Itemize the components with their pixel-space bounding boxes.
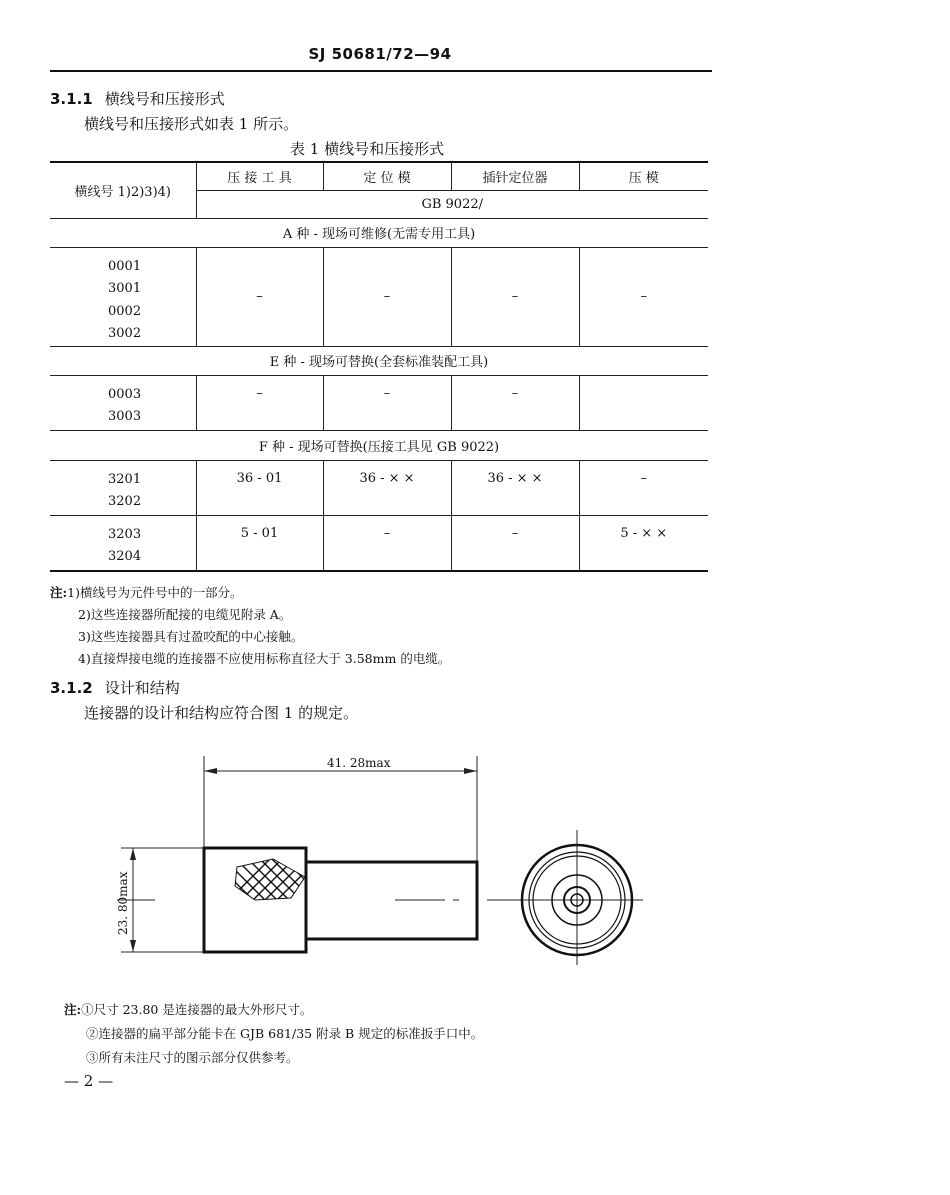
code-item: 3202 [108,494,142,509]
group-title-a: A 种 - 现场可维修(无需专用工具) [50,218,708,247]
arrow-head [130,940,136,952]
note-item: ②连接器的扁平部分能卡在 GJB 681/35 附录 B 规定的标准扳手口中。 [86,1026,484,1041]
code-item: 3204 [108,549,142,564]
code-item: 3201 [108,471,142,487]
connector-sleeve [306,862,477,939]
note-item: 2)这些连接器所配接的电缆见附录 A。 [78,607,292,622]
arrow-head [130,848,136,860]
table-cell: 5 - × × [579,515,708,571]
note-item: 4)直接焊接电缆的连接器不应使用标称直径大于 3.58mm 的电缆。 [78,651,451,666]
code-item: 3003 [108,409,142,424]
code-item: 0001 [108,258,142,274]
group-title-f: F 种 - 现场可替换(压接工具见 GB 9022) [50,430,708,460]
note-item: 3)这些连接器具有过盈咬配的中心接触。 [78,629,304,644]
section-3-1-1-intro: 横线号和压接形式如表 1 所示。 [84,115,299,133]
section-title: 横线号和压接形式 [104,90,225,108]
col-header-die: 压 模 [579,162,708,190]
table-notes [50,583,450,671]
section-title: 设计和结构 [104,679,180,697]
note-item: ③所有未注尺寸的图示部分仅供参考。 [86,1050,299,1065]
section-3-1-2-heading [50,677,180,698]
codes-cell [50,247,196,346]
table-caption: 表 1 横线号和压接形式 [290,140,445,158]
code-item: 3001 [108,281,142,296]
section-3-1-1-heading [50,88,225,109]
table-cell: – [323,375,451,430]
figure-notes [64,1000,483,1072]
codes-cell [50,460,196,515]
code-item: 0003 [108,386,142,402]
group-title-e: E 种 - 现场可替换(全套标准装配工具) [50,346,708,375]
code-item: 3002 [108,326,142,341]
section-3-1-2-intro: 连接器的设计和结构应符合图 1 的规定。 [84,704,359,722]
table-cell: 5 - 01 [196,515,323,571]
header-rule [50,70,712,72]
section-number: 3.1.1 [50,90,93,108]
table-cell [579,375,708,430]
codes-cell [50,375,196,430]
table-cell: – [323,515,451,571]
table-cell: – [579,247,708,346]
note-item: 1)横线号为元件号中的一部分。 [67,585,243,600]
table-cell: 36 - × × [323,460,451,515]
connector-drawing [95,740,655,980]
standard-cell: GB 9022/ [196,190,708,218]
arrow-head [464,768,477,774]
code-item: 3203 [108,526,142,542]
dim-diameter-label: 23. 80max [116,871,130,935]
table-cell: 36 - 01 [196,460,323,515]
page-number: — 2 — [64,1072,114,1090]
document-code-header: SJ 50681/72—94 [308,45,452,63]
arrow-head [204,768,217,774]
end-view [513,830,643,965]
col-header-crimp-tool: 压 接 工 具 [196,162,323,190]
section-number: 3.1.2 [50,679,93,697]
note-label: 注: [50,585,68,600]
table-cell: – [451,375,579,430]
col-header-locator: 定 位 模 [323,162,451,190]
table-cell: – [451,515,579,571]
row-header-label: 横线号 1)2)3)4) [74,184,171,200]
codes-cell [50,515,196,571]
table-cell: – [451,247,579,346]
table-cell: – [196,247,323,346]
note-label: 注: [64,1002,82,1017]
row-header-cell [50,162,196,218]
table-cell: – [323,247,451,346]
table-cell: 36 - × × [451,460,579,515]
note-item: ①尺寸 23.80 是连接器的最大外形尺寸。 [81,1002,313,1017]
table-cell: – [196,375,323,430]
table-cell: – [579,460,708,515]
crimp-table [50,161,708,572]
col-header-pin-positioner: 插针定位器 [451,162,579,190]
dim-length-label: 41. 28max [327,756,391,770]
code-item: 0002 [108,303,142,319]
